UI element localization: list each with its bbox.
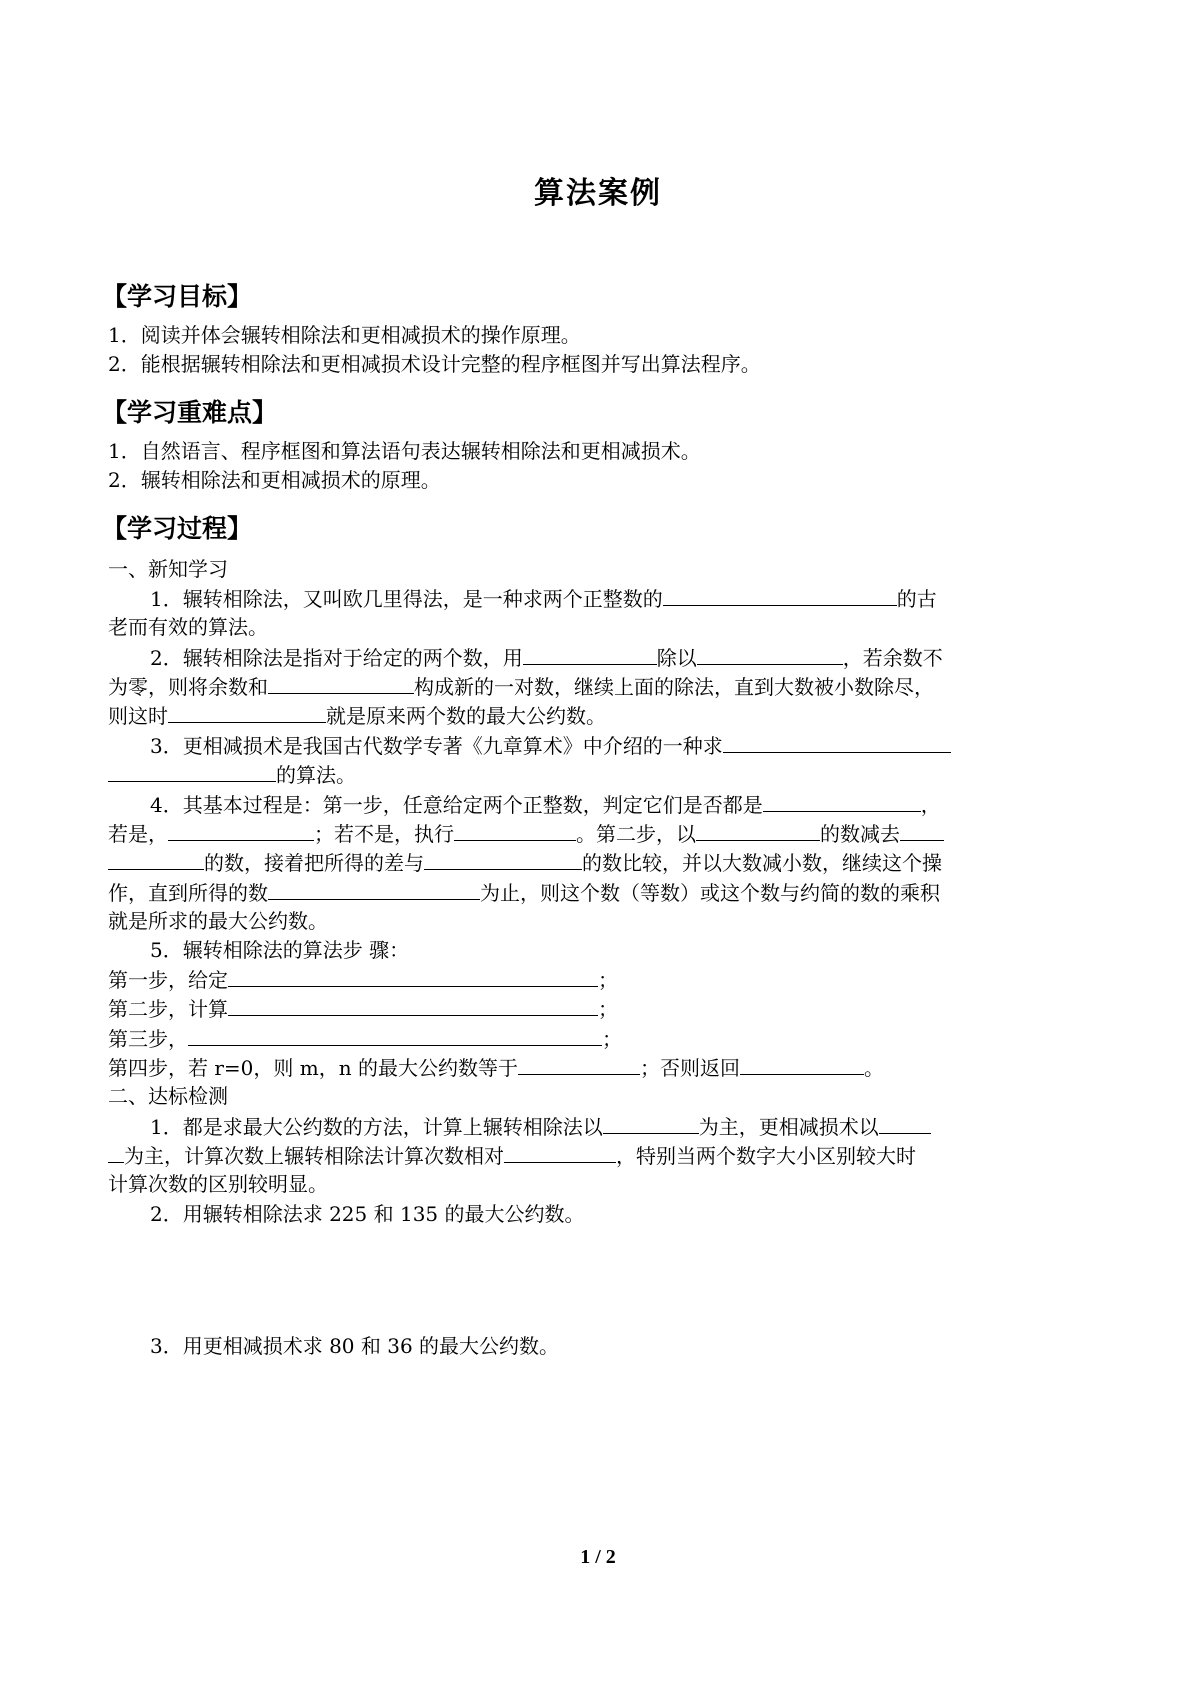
- answer-blank[interactable]: [900, 818, 944, 841]
- page-number: 1 / 2: [580, 1546, 616, 1568]
- answer-blank[interactable]: [523, 642, 657, 665]
- part2-heading: 二、达标检测: [108, 1084, 228, 1108]
- answer-blank[interactable]: [723, 730, 951, 753]
- question-2-line: 则这时 就是原来两个数的最大公约数。: [108, 700, 1088, 732]
- section-heading-keypoints: 【学习重难点】: [102, 398, 278, 427]
- answer-blank[interactable]: [228, 964, 598, 987]
- question-4-line: 4．其基本过程是：第一步，任意给定两个正整数，判定它们是否都是 ，: [108, 789, 1130, 821]
- question-1-line: 1．辗转相除法，又叫欧几里得法，是一种求两个正整数的 的古: [108, 583, 1130, 615]
- section-heading-goals: 【学习目标】: [102, 282, 253, 311]
- page-title: 算法案例: [534, 176, 662, 211]
- answer-blank[interactable]: [763, 789, 921, 812]
- keypoint-item: 1．自然语言、程序框图和算法语句表达辗转相除法和更相减损术。: [108, 439, 701, 463]
- answer-blank[interactable]: [268, 877, 480, 900]
- answer-blank[interactable]: [168, 818, 314, 841]
- question-4-line: 若是， ；若不是，执行 。第二步，以 的数减去: [108, 818, 1088, 850]
- answer-blank[interactable]: [168, 700, 326, 723]
- algorithm-step-3: 第三步， ；: [108, 1023, 1088, 1055]
- question-4-line: 作，直到所得的数 为止，则这个数（等数）或这个数与约简的数的乘积: [108, 877, 1088, 909]
- answer-blank[interactable]: [696, 818, 820, 841]
- answer-blank[interactable]: [603, 1111, 699, 1134]
- answer-blank[interactable]: [740, 1052, 864, 1075]
- answer-blank[interactable]: [108, 847, 204, 870]
- test-1-line: 计算次数的区别较明显。: [108, 1172, 328, 1196]
- test-1-line: 1．都是求最大公约数的方法，计算上辗转相除法以 为主，更相减损术以: [108, 1111, 1130, 1143]
- answer-blank[interactable]: [697, 642, 843, 665]
- answer-blank[interactable]: [228, 993, 598, 1016]
- question-1-line: 老而有效的算法。: [108, 615, 268, 639]
- answer-blank[interactable]: [454, 818, 576, 841]
- question-3-line: 3．更相减损术是我国古代数学专著《九章算术》中介绍的一种求: [108, 730, 1130, 762]
- test-2-line: 2．用辗转相除法求 225 和 135 的最大公约数。: [150, 1202, 585, 1226]
- algorithm-step-4: 第四步，若 r=0，则 m，n 的最大公约数等于 ；否则返回 。: [108, 1052, 1088, 1084]
- question-4-line: 就是所求的最大公约数。: [108, 909, 328, 933]
- goal-item: 2．能根据辗转相除法和更相减损术设计完整的程序框图并写出算法程序。: [108, 352, 761, 376]
- question-2-line: 为零，则将余数和 构成新的一对数，继续上面的除法，直到大数被小数除尽，: [108, 671, 1088, 703]
- answer-blank[interactable]: [108, 1140, 124, 1163]
- algorithm-step-2: 第二步，计算 ；: [108, 993, 1088, 1025]
- algorithm-step-1: 第一步，给定 ；: [108, 964, 1088, 996]
- keypoint-item: 2．辗转相除法和更相减损术的原理。: [108, 468, 441, 492]
- answer-blank[interactable]: [108, 759, 276, 782]
- question-4-line: 的数，接着把所得的差与 的数比较，并以大数减小数，继续这个操: [108, 847, 1088, 879]
- answer-blank[interactable]: [518, 1052, 640, 1075]
- test-1-line: 为主，计算次数上辗转相除法计算次数相对 ，特别当两个数字大小区别较大时: [108, 1140, 1088, 1172]
- question-5-line: 5．辗转相除法的算法步 骤：: [150, 938, 410, 962]
- question-3-line: 的算法。: [108, 759, 1088, 791]
- goal-item: 1．阅读并体会辗转相除法和更相减损术的操作原理。: [108, 323, 581, 347]
- part1-heading: 一、新知学习: [108, 557, 228, 581]
- section-heading-process: 【学习过程】: [102, 514, 253, 543]
- answer-blank[interactable]: [504, 1140, 616, 1163]
- answer-blank[interactable]: [879, 1111, 931, 1134]
- answer-blank[interactable]: [424, 847, 582, 870]
- answer-blank[interactable]: [663, 583, 897, 606]
- question-2-line: 2．辗转相除法是指对于给定的两个数，用 除以 ，若余数不: [108, 642, 1130, 674]
- answer-blank[interactable]: [268, 671, 414, 694]
- answer-blank[interactable]: [188, 1023, 602, 1046]
- test-3-line: 3．用更相减损术求 80 和 36 的最大公约数。: [150, 1334, 560, 1358]
